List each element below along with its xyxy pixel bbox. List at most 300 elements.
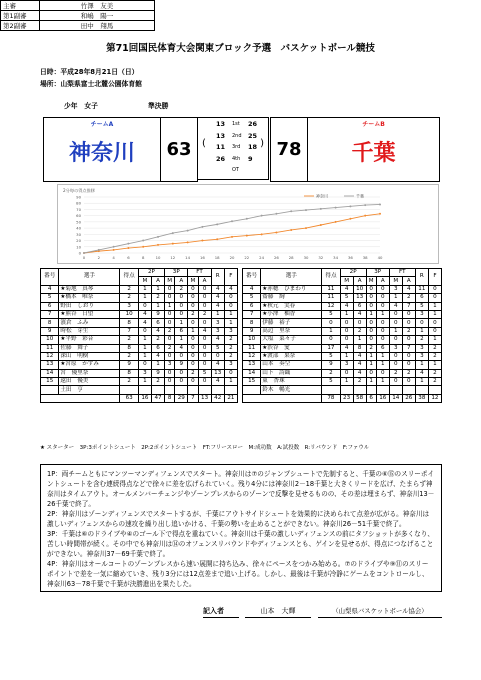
x-tick-label: 6	[127, 255, 130, 260]
total-row	[243, 394, 442, 402]
player-name: 野田 しおり	[59, 302, 120, 310]
score-progress-chart	[57, 184, 439, 264]
stat-cell: 5	[243, 294, 261, 302]
quarter-label: 3rd	[232, 144, 241, 150]
stat-cell: 5	[415, 302, 428, 310]
col-number: 番号	[41, 269, 59, 286]
stat-cell: 6	[41, 302, 59, 310]
stat-cell: 1	[138, 285, 151, 293]
officials-table	[0, 0, 155, 31]
series-point	[275, 231, 277, 233]
stat-cell: 0	[376, 285, 389, 293]
stat-cell: 0	[198, 344, 211, 352]
stat-cell: 0	[138, 302, 151, 310]
stat-cell: 2	[175, 285, 188, 293]
player-name: ★渋谷 愛	[261, 344, 322, 352]
total-cell: 7	[188, 394, 198, 402]
player-row	[41, 386, 238, 394]
stat-cell: 3	[224, 327, 237, 335]
stat-cell	[165, 386, 175, 394]
stat-cell: 2	[188, 310, 198, 318]
x-tick-label: 26	[273, 255, 279, 260]
series-point	[113, 246, 115, 248]
stat-cell: 11	[322, 285, 340, 293]
stat-cell: 2	[322, 369, 340, 377]
stat-cell: 4	[389, 302, 402, 310]
stat-cell: 2	[428, 344, 441, 352]
stat-cell: 0	[402, 310, 415, 318]
stat-cell: 0	[165, 378, 175, 386]
stat-cell: 3	[138, 369, 151, 377]
stat-cell: 5	[41, 294, 59, 302]
col-attempts: A	[376, 277, 389, 285]
stat-cell: 0	[376, 336, 389, 344]
recorder-label: 記入者	[203, 605, 239, 618]
stat-cell: 2	[366, 344, 376, 352]
stat-cell: 0	[428, 294, 441, 302]
col-made: M	[188, 277, 198, 285]
player-name: 東 杏珠	[261, 378, 322, 386]
bracket-left: (	[202, 138, 206, 149]
stat-cell	[366, 386, 376, 394]
series-point	[201, 226, 203, 228]
series-point	[113, 249, 115, 251]
stat-cell: 0	[376, 319, 389, 327]
stat-cell: 0	[165, 319, 175, 327]
x-tick-label: 24	[259, 255, 265, 260]
col-rebounds: R	[415, 269, 428, 286]
stat-cell: 1	[175, 336, 188, 344]
stat-cell: 4	[224, 285, 237, 293]
stat-cell: 4	[353, 310, 366, 318]
stat-cell: 12	[41, 352, 59, 360]
stat-cell: 6	[376, 344, 389, 352]
narrative-q4: 4P：神奈川はオールコートのゾーンプレスから速い展開に持ち込み、徐々にペースをつかみ始める。⑦のドライブや⑨⑪のスリーポイントで差を一気に縮めていき、残り3分には12点差まで追い上げる。しかし、最後は千葉が冷静にゲームをコントロールし、神奈川63－78千葉で千葉が決勝進出を果たした。	[47, 560, 429, 588]
col-3p: 3P	[366, 269, 389, 277]
stat-cell: 7	[243, 310, 261, 318]
team-b-name: 千葉	[351, 141, 396, 166]
col-made: M	[389, 277, 402, 285]
player-row	[243, 336, 442, 344]
stat-cell: 1	[428, 302, 441, 310]
official-row	[1, 1, 155, 11]
series-point	[320, 208, 322, 210]
stat-cell: 2	[198, 310, 211, 318]
stat-cell: 4	[138, 310, 151, 318]
series-point	[172, 232, 174, 234]
official-name: 竹澤 友美	[40, 1, 155, 11]
header-row	[243, 269, 442, 277]
stat-cell: 0	[366, 319, 376, 327]
stat-cell: 1	[175, 319, 188, 327]
stat-cell: 0	[366, 327, 376, 335]
stat-cell: 4	[175, 344, 188, 352]
team-b-boxscore	[242, 268, 442, 403]
player-row	[243, 319, 442, 327]
stat-cell	[376, 386, 389, 394]
stat-cell: 2	[402, 327, 415, 335]
stat-cell: 1	[376, 361, 389, 369]
stat-cell: 4	[211, 336, 224, 344]
stat-cell	[41, 386, 59, 394]
stat-cell: 3	[389, 285, 402, 293]
stat-cell: 4	[211, 285, 224, 293]
stat-cell: 1	[151, 285, 164, 293]
stat-cell: 0	[198, 285, 211, 293]
series-point	[290, 210, 292, 212]
player-name: ★宮原 かすみ	[59, 361, 120, 369]
stat-cell: 2	[402, 369, 415, 377]
quarter-row	[210, 154, 262, 165]
player-name: 山下 詩織	[261, 369, 322, 377]
player-name: ★渡部 果奈	[261, 352, 322, 360]
stat-cell: 4	[211, 302, 224, 310]
stat-cell: 2	[353, 378, 366, 386]
stat-cell: 3	[165, 361, 175, 369]
stat-cell: 1	[165, 302, 175, 310]
stat-cell: 4	[353, 369, 366, 377]
stat-cell: 1	[322, 327, 340, 335]
player-row	[41, 336, 238, 344]
stat-cell: 0	[340, 369, 353, 377]
stat-cell: 1	[138, 336, 151, 344]
stat-cell: 2	[165, 344, 175, 352]
stat-cell: 1	[366, 352, 376, 360]
stat-cell: 3	[211, 319, 224, 327]
stat-cell: 2	[402, 294, 415, 302]
recorder-org: （山梨県バスケットボール協会）	[318, 605, 442, 618]
stat-cell: 3	[415, 352, 428, 360]
player-row	[41, 344, 238, 352]
stat-cell: 0	[175, 310, 188, 318]
total-cell: 21	[224, 394, 237, 402]
player-name: ★赤穂 ひまわり	[261, 285, 322, 293]
stat-cell: 2	[151, 336, 164, 344]
quarter-label: 2nd	[232, 132, 242, 139]
total-cell: 6	[366, 394, 376, 402]
official-role: 第2副審	[1, 21, 40, 31]
game-narrative	[40, 464, 442, 592]
col-attempts: A	[175, 277, 188, 285]
series-point	[201, 240, 203, 242]
stat-cell: 2	[428, 378, 441, 386]
series-point	[364, 204, 366, 206]
series-point	[98, 249, 100, 251]
x-tick-label: 0	[82, 255, 86, 260]
stat-cell	[353, 386, 366, 394]
boxscore-legend: ★ スターター 3P:3ポイントシュート 2P:2ポイントシュート FT:フリースロー M:成功数 A:試投数 R:リバウンド F:ファウル	[40, 445, 370, 451]
stat-cell: 3	[340, 361, 353, 369]
team-a-name: 神奈川	[68, 141, 135, 166]
x-tick-label: 22	[244, 255, 250, 260]
stat-cell: 0	[198, 294, 211, 302]
stat-cell: 4	[402, 285, 415, 293]
stat-cell: 5	[322, 352, 340, 360]
player-name: ★熊谷 日望	[59, 310, 120, 318]
y-tick-label: 50	[76, 219, 81, 225]
col-attempts: A	[402, 277, 415, 285]
quarter-score-a: 13	[216, 120, 226, 128]
series-point	[142, 246, 144, 248]
stat-cell: 0	[224, 294, 237, 302]
stat-cell: 0	[340, 336, 353, 344]
stat-cell: 0	[198, 378, 211, 386]
stat-cell: 0	[198, 352, 211, 360]
stat-cell	[243, 386, 261, 394]
team-a-box	[43, 117, 161, 182]
player-name: 伊藤 裕子	[261, 319, 322, 327]
team-a-label: チームA	[90, 121, 114, 128]
stat-cell: 1	[376, 310, 389, 318]
series-point	[305, 209, 307, 211]
stat-cell: 2	[151, 294, 164, 302]
x-tick-label: 28	[288, 255, 294, 260]
stat-cell: 7	[41, 310, 59, 318]
col-ft: FT	[188, 269, 211, 277]
player-row	[243, 327, 442, 335]
stat-cell: 1	[428, 336, 441, 344]
y-tick-label: 70	[76, 206, 81, 212]
document-title: 第71回国民体育大会関東ブロック予選 バスケットボール競技	[106, 43, 375, 54]
player-row	[41, 369, 238, 377]
player-name: 土田 亨	[59, 386, 120, 394]
total-cell: 78	[322, 394, 340, 402]
legend-label: 千葉	[356, 193, 364, 199]
stat-cell: 1	[366, 378, 376, 386]
stat-cell: 2	[120, 336, 138, 344]
stat-cell: 6	[353, 302, 366, 310]
player-name: ★菊地 真琴	[59, 285, 120, 293]
stat-cell: 1	[415, 327, 428, 335]
stat-cell: 0	[340, 327, 353, 335]
series-point	[246, 235, 248, 237]
stat-cell: 14	[41, 369, 59, 377]
x-tick-label: 20	[229, 255, 235, 260]
stat-cell: 9	[41, 327, 59, 335]
official-role: 主審	[1, 1, 40, 11]
player-row	[41, 285, 238, 293]
stat-cell: 7	[120, 327, 138, 335]
col-made: M	[340, 277, 353, 285]
x-tick-label: 12	[170, 255, 176, 260]
stat-cell: 8	[120, 319, 138, 327]
stat-cell: 1	[340, 352, 353, 360]
stat-cell: 0	[175, 378, 188, 386]
quarter-row	[210, 165, 262, 176]
x-tick-label: 36	[347, 255, 353, 260]
quarter-score-a: 11	[216, 143, 226, 151]
series-point	[187, 241, 189, 243]
stat-cell	[415, 386, 428, 394]
stat-cell: 0	[366, 369, 376, 377]
x-tick-label: 30	[303, 255, 309, 260]
stat-cell: 1	[138, 344, 151, 352]
stat-cell: 3	[415, 310, 428, 318]
stat-cell: 9	[322, 361, 340, 369]
player-row	[41, 361, 238, 369]
player-name: 大塩 菜々子	[261, 336, 322, 344]
series-point	[127, 243, 129, 245]
stat-cell: 1	[340, 378, 353, 386]
y-tick-label: 20	[76, 238, 81, 244]
quarter-row	[210, 119, 262, 130]
total-cell: 58	[353, 394, 366, 402]
stat-cell: 5	[198, 369, 211, 377]
stat-cell	[188, 386, 198, 394]
stat-cell: 4	[198, 327, 211, 335]
stat-cell: 11	[322, 294, 340, 302]
stat-cell: 8	[353, 344, 366, 352]
stat-cell: 10	[243, 336, 261, 344]
stat-cell: 5	[322, 378, 340, 386]
stat-cell: 0	[175, 352, 188, 360]
x-tick-label: 10	[155, 255, 161, 260]
stat-cell: 8	[243, 319, 261, 327]
stat-cell	[402, 386, 415, 394]
quarter-label: 4th	[232, 155, 241, 162]
stat-cell: 10	[353, 285, 366, 293]
x-tick-label: 34	[333, 255, 339, 260]
stat-cell: 0	[198, 336, 211, 344]
stat-cell: 10	[41, 336, 59, 344]
stat-cell: 17	[322, 344, 340, 352]
stat-cell: 0	[402, 378, 415, 386]
stat-cell	[138, 386, 151, 394]
series-point	[290, 229, 292, 231]
stat-cell: 3	[211, 327, 224, 335]
stat-cell: 0	[188, 336, 198, 344]
total-cell: 13	[198, 394, 211, 402]
stat-cell: 4	[41, 285, 59, 293]
player-name: 山本 奏空	[261, 361, 322, 369]
team-a-score: 63	[160, 117, 198, 182]
player-row	[41, 352, 238, 360]
stat-cell: 4	[415, 369, 428, 377]
col-made: M	[165, 277, 175, 285]
player-row	[243, 302, 442, 310]
series-point	[83, 252, 85, 254]
stat-cell: 0	[376, 294, 389, 302]
player-name: 濱倉 ふみ	[59, 319, 120, 327]
quarter-score-a: 13	[216, 131, 226, 140]
stat-cell: 0	[198, 361, 211, 369]
stat-cell: 0	[389, 319, 402, 327]
total-row	[41, 394, 238, 402]
quarter-score-b: 9	[248, 154, 253, 163]
quarter-label: OT	[232, 167, 239, 173]
stat-cell: 1	[151, 302, 164, 310]
quarter-score-b: 25	[248, 131, 258, 140]
x-tick-label: 40	[377, 255, 383, 260]
stat-cell: 0	[188, 319, 198, 327]
col-number: 番号	[243, 269, 261, 286]
stat-cell: 4	[243, 285, 261, 293]
stat-cell: 1	[138, 294, 151, 302]
player-row	[243, 294, 442, 302]
stat-cell	[198, 386, 211, 394]
stat-cell: 1	[366, 310, 376, 318]
series-line	[84, 204, 380, 253]
stat-cell: 0	[415, 319, 428, 327]
player-name: 高辺 里奈	[261, 327, 322, 335]
y-tick-label: 40	[76, 225, 81, 231]
stat-cell: 2	[428, 369, 441, 377]
total-cell: 16	[376, 394, 389, 402]
stat-cell: 14	[243, 369, 261, 377]
stat-cell: 1	[224, 319, 237, 327]
col-3p: 3P	[165, 269, 188, 277]
stat-cell: 4	[211, 361, 224, 369]
stat-cell: 0	[165, 285, 175, 293]
stat-cell: 0	[224, 369, 237, 377]
stat-cell: 1	[138, 352, 151, 360]
series-point	[127, 247, 129, 249]
total-cell: 12	[428, 394, 441, 402]
stat-cell	[428, 386, 441, 394]
col-points: 得点	[120, 269, 138, 286]
series-point	[231, 220, 233, 222]
player-row	[243, 344, 442, 352]
stat-cell: 0	[175, 369, 188, 377]
stat-cell: 0	[198, 319, 211, 327]
x-tick-label: 2	[97, 255, 101, 260]
stat-cell: 0	[389, 336, 402, 344]
stat-cell: 9	[120, 361, 138, 369]
player-name: ★小澤 柚香	[261, 310, 322, 318]
stat-cell: 0	[389, 310, 402, 318]
stat-cell: 5	[211, 344, 224, 352]
stat-cell: 12	[322, 302, 340, 310]
stat-cell: 4	[340, 344, 353, 352]
team-b-score: 78	[270, 117, 308, 182]
col-2p: 2P	[340, 269, 366, 277]
stat-cell: 1	[224, 378, 237, 386]
y-tick-label: 60	[76, 213, 81, 219]
official-row	[1, 21, 155, 31]
stat-cell: 2	[224, 344, 237, 352]
total-cell: 42	[211, 394, 224, 402]
col-points: 得点	[322, 269, 340, 286]
player-name: 齋藤 絢	[261, 294, 322, 302]
chart-title: 2分毎の得点推移	[63, 188, 95, 193]
official-name: 田中 翔馬	[40, 21, 155, 31]
stat-cell	[151, 386, 164, 394]
stat-cell: 1	[211, 310, 224, 318]
stat-cell: 0	[322, 319, 340, 327]
series-point	[379, 213, 381, 215]
match-venue: 場所：山梨県富士北麓公園体育館	[40, 80, 142, 88]
stat-cell: 3	[224, 361, 237, 369]
col-fouls: F	[428, 269, 441, 286]
stat-cell: 0	[188, 378, 198, 386]
player-row	[243, 378, 442, 386]
player-row	[41, 310, 238, 318]
player-name: ★平野 彩音	[59, 336, 120, 344]
stat-cell: 0	[165, 310, 175, 318]
stat-cell	[224, 386, 237, 394]
stat-cell: 4	[211, 378, 224, 386]
match-category: 少年 女子	[64, 102, 98, 110]
stat-cell: 0	[175, 302, 188, 310]
stat-cell: 0	[138, 327, 151, 335]
stat-cell: 5	[322, 310, 340, 318]
stat-cell: 8	[41, 319, 59, 327]
series-point	[305, 227, 307, 229]
stat-cell: 2	[120, 285, 138, 293]
stat-cell: 1	[376, 352, 389, 360]
stat-cell: 11	[415, 285, 428, 293]
stat-cell: 0	[389, 378, 402, 386]
